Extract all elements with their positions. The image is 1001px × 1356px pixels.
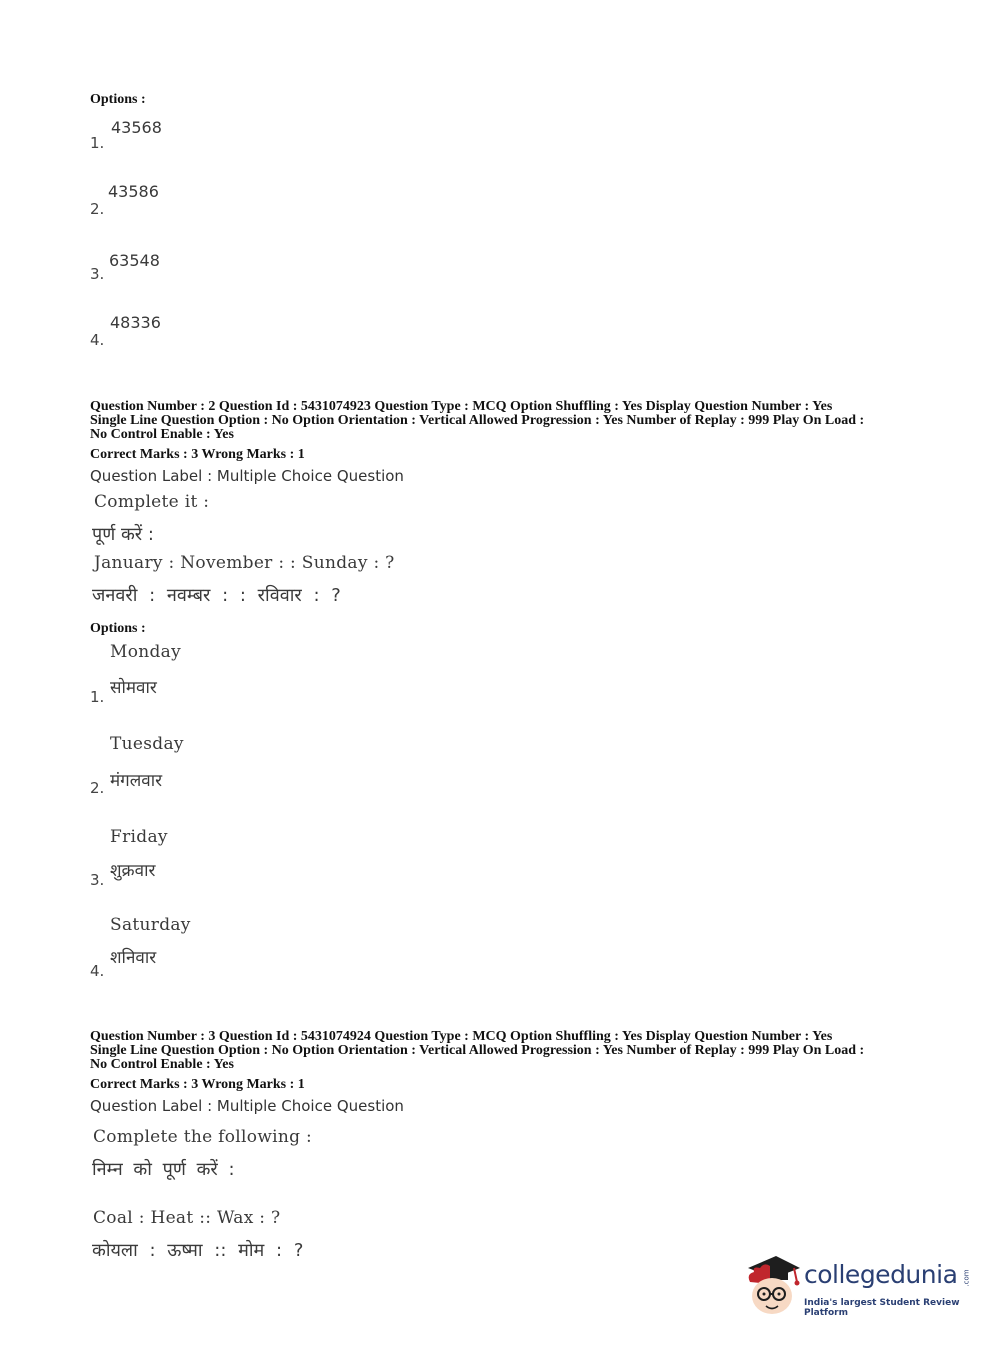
q2-question-text-en: Complete it : [94, 492, 210, 512]
logo-brand-text: collegedunia [804, 1260, 958, 1289]
q1-option-2-value: 43586 [108, 182, 159, 201]
q1-option-4-number: 4. [90, 331, 105, 349]
q2-option-1-en: Monday [110, 642, 182, 662]
q3-marks: Correct Marks : 3 Wrong Marks : 1 [90, 1077, 305, 1092]
q3-meta-line-1: Question Number : 3 Question Id : 5431074924 Question Type : MCQ Option Shuffling : Yes Display Question Number : Yes [90, 1029, 833, 1044]
q3-question-text-hi: निम्न को पूर्ण करें : [92, 1159, 235, 1180]
q2-analogy-en: January : November : : Sunday : ? [94, 553, 395, 573]
q2-option-2-number: 2. [90, 779, 105, 797]
q2-options-heading: Options : [90, 621, 146, 636]
q2-option-4-en: Saturday [110, 915, 191, 935]
q2-option-2-hi: मंगलवार [110, 771, 163, 791]
q1-option-2-number: 2. [90, 200, 105, 218]
q3-analogy-en: Coal : Heat :: Wax : ? [93, 1208, 281, 1228]
logo-suffix: .com [962, 1269, 971, 1287]
q3-question-text-en: Complete the following : [93, 1127, 313, 1147]
q2-question-label: Question Label : Multiple Choice Question [90, 467, 404, 485]
q1-option-3-value: 63548 [109, 251, 160, 270]
q2-meta-line-1: Question Number : 2 Question Id : 5431074923 Question Type : MCQ Option Shuffling : Yes Display Question Number : Yes [90, 399, 833, 414]
q2-meta-line-2: Single Line Question Option : No Option Orientation : Vertical Allowed Progression : Yes Number of Replay : 999 Play On Load : [90, 413, 865, 428]
q2-option-1-hi: सोमवार [110, 678, 157, 698]
q2-option-4-number: 4. [90, 962, 105, 980]
q3-analogy-hi: कोयला : ऊष्मा :: मोम : ? [92, 1240, 304, 1261]
q2-option-1-number: 1. [90, 688, 105, 706]
logo-tagline: India's largest Student Review Platform [804, 1298, 960, 1318]
q2-marks: Correct Marks : 3 Wrong Marks : 1 [90, 447, 305, 462]
q3-question-label: Question Label : Multiple Choice Question [90, 1097, 404, 1115]
collegedunia-logo [742, 1252, 972, 1322]
q2-option-4-hi: शनिवार [110, 948, 157, 968]
q2-option-3-en: Friday [110, 827, 168, 847]
q3-meta-line-3: No Control Enable : Yes [90, 1057, 234, 1072]
q2-question-text-hi: पूर्ण करें : [92, 524, 154, 545]
q2-analogy-hi: जनवरी : नवम्बर : : रविवार : ? [92, 585, 341, 606]
q1-option-4-value: 48336 [110, 313, 161, 332]
q2-option-3-hi: शुक्रवार [110, 861, 156, 881]
q2-meta-line-3: No Control Enable : Yes [90, 427, 234, 442]
q1-option-1-number: 1. [90, 134, 105, 152]
q3-meta-line-2: Single Line Question Option : No Option Orientation : Vertical Allowed Progression : Yes Number of Replay : 999 Play On Load : [90, 1043, 865, 1058]
q2-option-2-en: Tuesday [110, 734, 184, 754]
q1-option-3-number: 3. [90, 265, 105, 283]
mascot-icon [742, 1252, 802, 1322]
q1-option-1-value: 43568 [111, 118, 162, 137]
q1-options-heading: Options : [90, 92, 146, 107]
q2-option-3-number: 3. [90, 871, 105, 889]
